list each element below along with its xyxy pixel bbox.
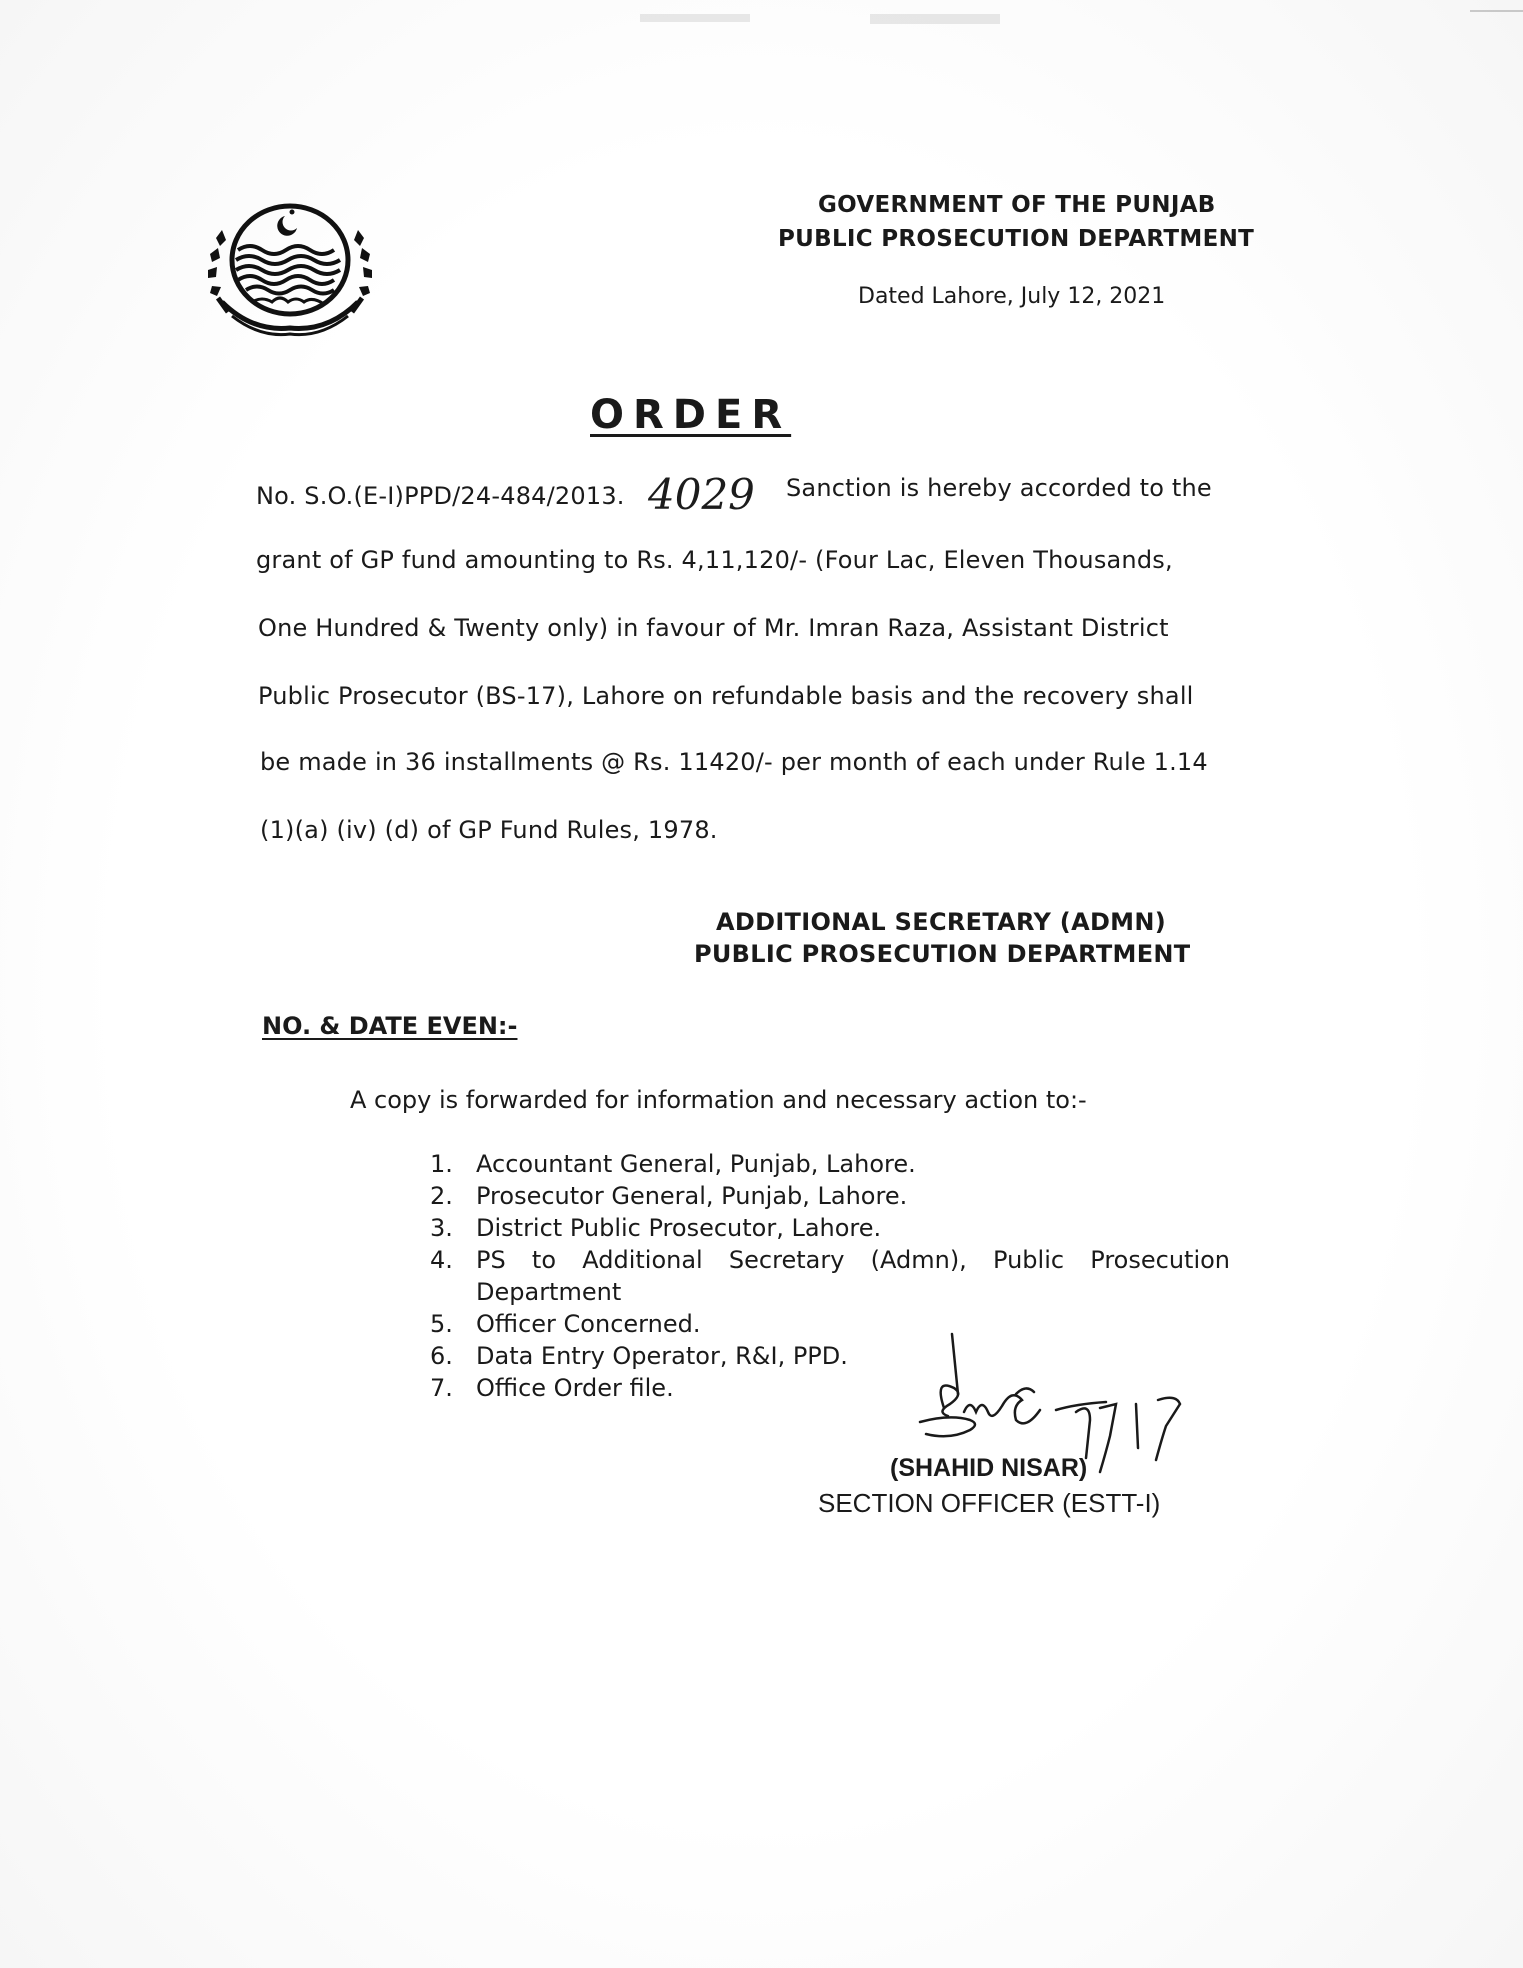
scan-smudge: [640, 14, 750, 22]
punjab-emblem-icon: [192, 198, 388, 348]
list-item: 6. Data Entry Operator, R&I, PPD.: [430, 1342, 848, 1370]
authority-department: PUBLIC PROSECUTION DEPARTMENT: [694, 940, 1191, 968]
order-body-line: grant of GP fund amounting to Rs. 4,11,120/- (Four Lac, Eleven Thousands,: [256, 546, 1173, 574]
list-item: 1. Accountant General, Punjab, Lahore.: [430, 1150, 916, 1178]
handwritten-order-number: 4029: [648, 470, 755, 519]
header-department: PUBLIC PROSECUTION DEPARTMENT: [778, 226, 1255, 252]
no-date-even-heading: NO. & DATE EVEN:-: [262, 1012, 518, 1040]
scan-edge-line: [1470, 10, 1523, 12]
list-item: 2. Prosecutor General, Punjab, Lahore.: [430, 1182, 908, 1210]
copy-forward-intro: A copy is forwarded for information and necessary action to:-: [350, 1086, 1087, 1114]
order-body-line: (1)(a) (iv) (d) of GP Fund Rules, 1978.: [260, 816, 718, 844]
signatory-name: (SHAHID NISAR): [890, 1454, 1088, 1482]
list-item: 5. Officer Concerned.: [430, 1310, 701, 1338]
list-item: 4. PS to Additional Secretary (Admn), Public Prosecution Department: [430, 1246, 1230, 1306]
order-body-line: be made in 36 installments @ Rs. 11420/- per month of each under Rule 1.14: [260, 748, 1208, 776]
list-item: 3. District Public Prosecutor, Lahore.: [430, 1214, 882, 1242]
signatory-title: SECTION OFFICER (ESTT-I): [818, 1488, 1161, 1518]
dated-line: Dated Lahore, July 12, 2021: [858, 284, 1166, 309]
order-body-line: Public Prosecutor (BS-17), Lahore on refundable basis and the recovery shall: [258, 682, 1194, 710]
authority-title: ADDITIONAL SECRETARY (ADMN): [716, 908, 1167, 936]
order-body-line: One Hundred & Twenty only) in favour of Mr. Imran Raza, Assistant District: [258, 614, 1169, 642]
scan-smudge: [870, 14, 1000, 24]
order-reference: No. S.O.(E-I)PPD/24-484/2013.: [256, 482, 625, 510]
list-item: 7. Office Order file.: [430, 1374, 674, 1402]
order-body-line: Sanction is hereby accorded to the: [786, 474, 1212, 502]
header-government: GOVERNMENT OF THE PUNJAB: [818, 192, 1216, 218]
order-title: ORDER: [590, 392, 792, 438]
